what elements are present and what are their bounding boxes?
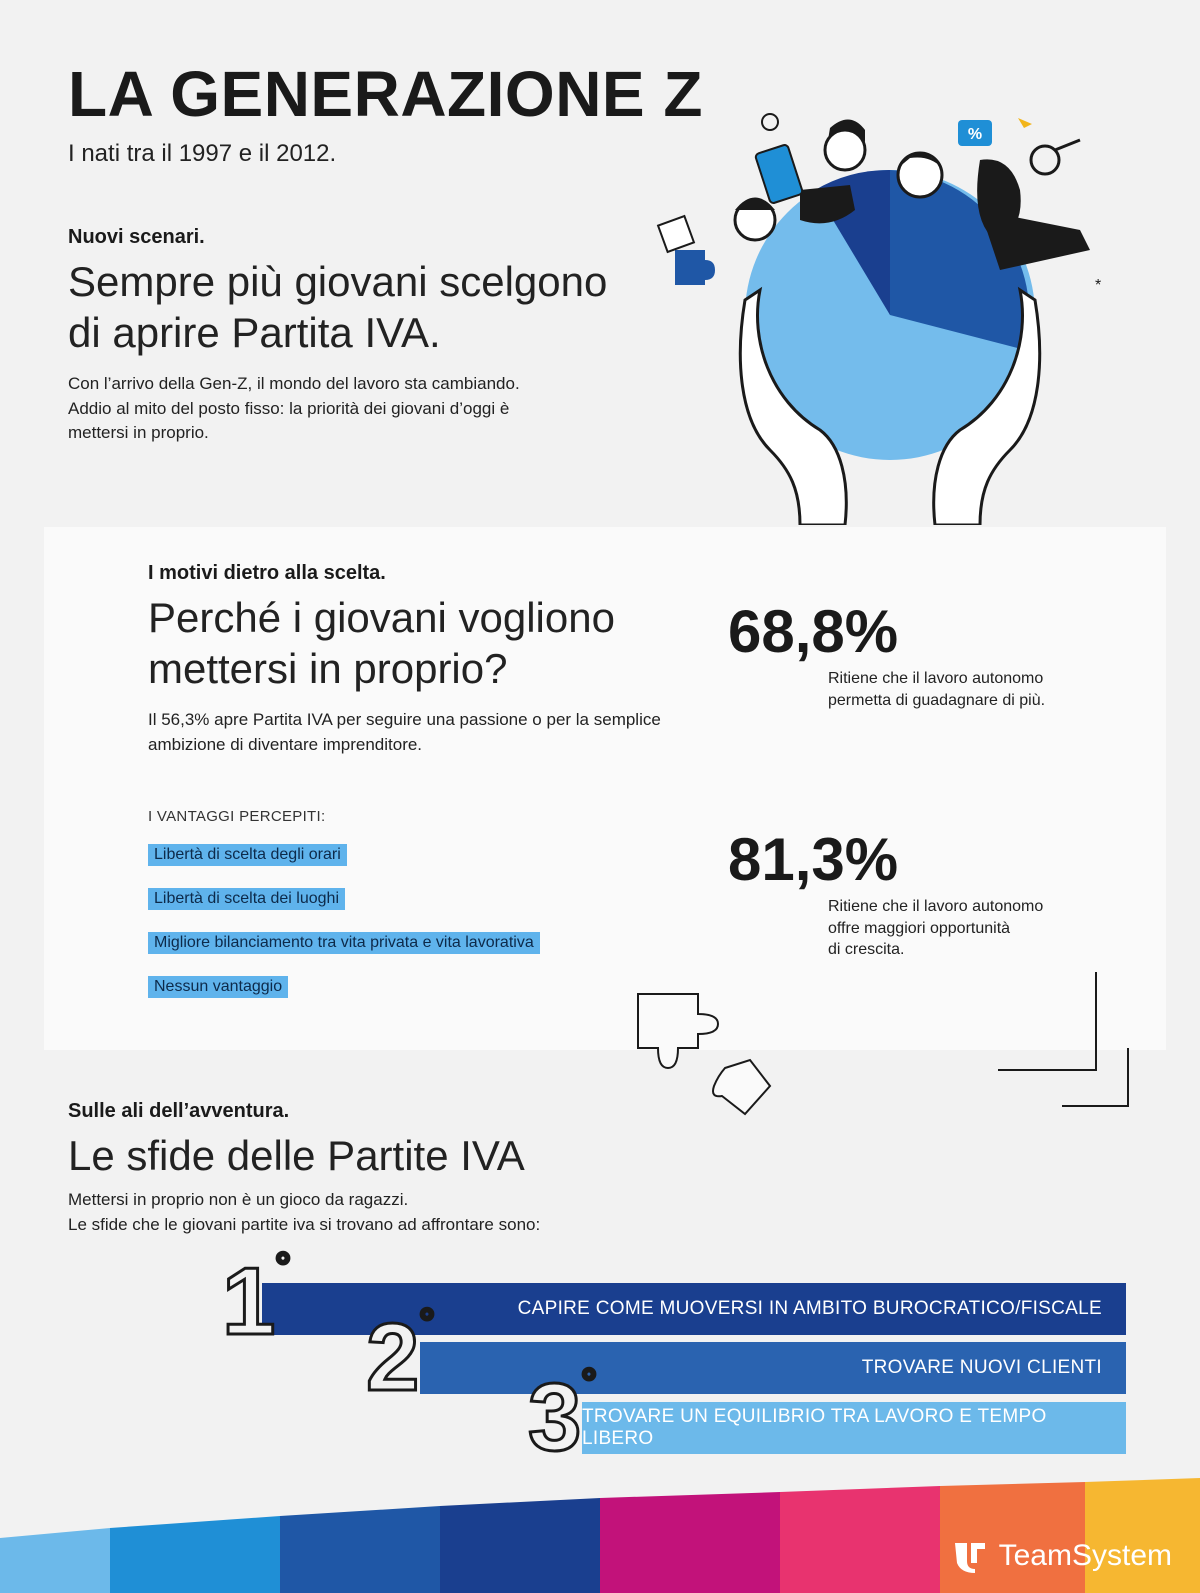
lightbulb-icon [762, 114, 778, 130]
sfide-body-line: Le sfide che le giovani partite iva si trovano ad affrontare sono: [68, 1214, 541, 1234]
stat-note-line: Ritiene che il lavoro autonomo [828, 898, 1044, 915]
rank-degree: ° [419, 1302, 435, 1344]
motivi-body-line: ambizione di diventare imprenditore. [148, 734, 423, 754]
person-icon [898, 153, 942, 197]
sfide-body-line: Mettersi in proprio non è un gioco da ragazzi. [68, 1190, 409, 1209]
intro-body-line: Addio al mito del posto fisso: la priorità dei giovani d’oggi è [68, 398, 510, 418]
svg-text:%: % [967, 126, 983, 143]
intro-body-line: Con l’arrivo della Gen-Z, il mondo del lavoro sta cambiando. [68, 374, 520, 393]
motivi-headline-line: mettersi in proprio? [148, 645, 508, 693]
magnifier-icon [1031, 146, 1059, 174]
puzzle-outline-icon [638, 994, 718, 1068]
vantaggio-chip: Libertà di scelta dei luoghi [148, 888, 345, 910]
sfide-body [68, 1188, 540, 1237]
hands-globe-illustration [650, 100, 1130, 525]
stat-note [828, 668, 1088, 711]
sfida-bar: TROVARE UN EQUILIBRIO TRA LAVORO E TEMPO LIBERO [582, 1402, 1126, 1454]
motivi-kicker: I motivi dietro alla scelta. [148, 562, 386, 584]
motivi-body [148, 708, 661, 757]
stat-value: 68,8% [728, 598, 899, 665]
vantaggio-chip: Libertà di scelta degli orari [148, 844, 347, 866]
tablet-icon [755, 144, 803, 204]
intro-kicker: Nuovi scenari. [68, 226, 205, 248]
vantaggio-chip: Nessun vantaggio [148, 976, 288, 998]
stat-note [828, 896, 1088, 961]
rank-number [222, 1246, 291, 1355]
rank-degree: ° [275, 1246, 291, 1288]
sfida-bar: TROVARE NUOVI CLIENTI [420, 1342, 1126, 1394]
intro-headline-line: di aprire Partita IVA. [68, 309, 441, 357]
stat-note-line: permetta di guadagnare di più. [828, 691, 1046, 709]
intro-headline [68, 256, 607, 358]
motivi-headline-line: Perché i giovani vogliono [148, 594, 615, 641]
rank-digit: 2 [366, 1304, 420, 1411]
stat-note-line: offre maggiori opportunità [828, 919, 1011, 937]
page-subtitle: I nati tra il 1997 e il 2012. [68, 140, 337, 167]
brand-name: TeamSystem [998, 1539, 1172, 1572]
vantaggi-list [148, 844, 540, 1020]
puzzle-decoration [630, 968, 1150, 1118]
rank-degree: ° [581, 1362, 597, 1404]
note-card-icon [658, 216, 694, 252]
sfide-kicker: Sulle ali dell’avventura. [68, 1100, 290, 1122]
teamsystem-logo-icon [951, 1539, 989, 1573]
rank-number [366, 1302, 435, 1411]
rank-digit: 3 [528, 1364, 582, 1471]
intro-body-line: mettersi in proprio. [68, 423, 209, 443]
intro-body [68, 372, 520, 446]
stat-note-line: Ritiene che il lavoro autonomo [828, 670, 1044, 687]
puzzle-piece-icon [675, 250, 715, 285]
footer-color-stripe [0, 1478, 1200, 1593]
svg-text:*: * [1095, 277, 1102, 294]
puzzle-outline-icon [713, 1060, 770, 1114]
cursor-icon [1018, 118, 1032, 128]
motivi-headline [148, 592, 615, 694]
sfide-headline: Le sfide delle Partite IVA [68, 1132, 525, 1179]
rank-number [528, 1362, 597, 1471]
page-title: LA GENERAZIONE Z [68, 58, 703, 130]
vantaggi-label: I VANTAGGI PERCEPITI: [148, 808, 326, 825]
rank-digit: 1 [222, 1248, 276, 1355]
motivi-body-line: Il 56,3% apre Partita IVA per seguire una passione o per la semplice [148, 710, 661, 729]
sfida-bar: CAPIRE COME MUOVERSI IN AMBITO BUROCRATICO/FISCALE [262, 1283, 1126, 1335]
stat-note-line: di crescita. [828, 941, 905, 959]
corner-bracket-icon [998, 972, 1096, 1070]
teamsystem-logo[interactable] [951, 1539, 1172, 1573]
intro-headline-line: Sempre più giovani scelgono [68, 258, 608, 305]
stat-value: 81,3% [728, 826, 899, 893]
vantaggio-chip: Migliore bilanciamento tra vita privata e vita lavorativa [148, 932, 540, 954]
